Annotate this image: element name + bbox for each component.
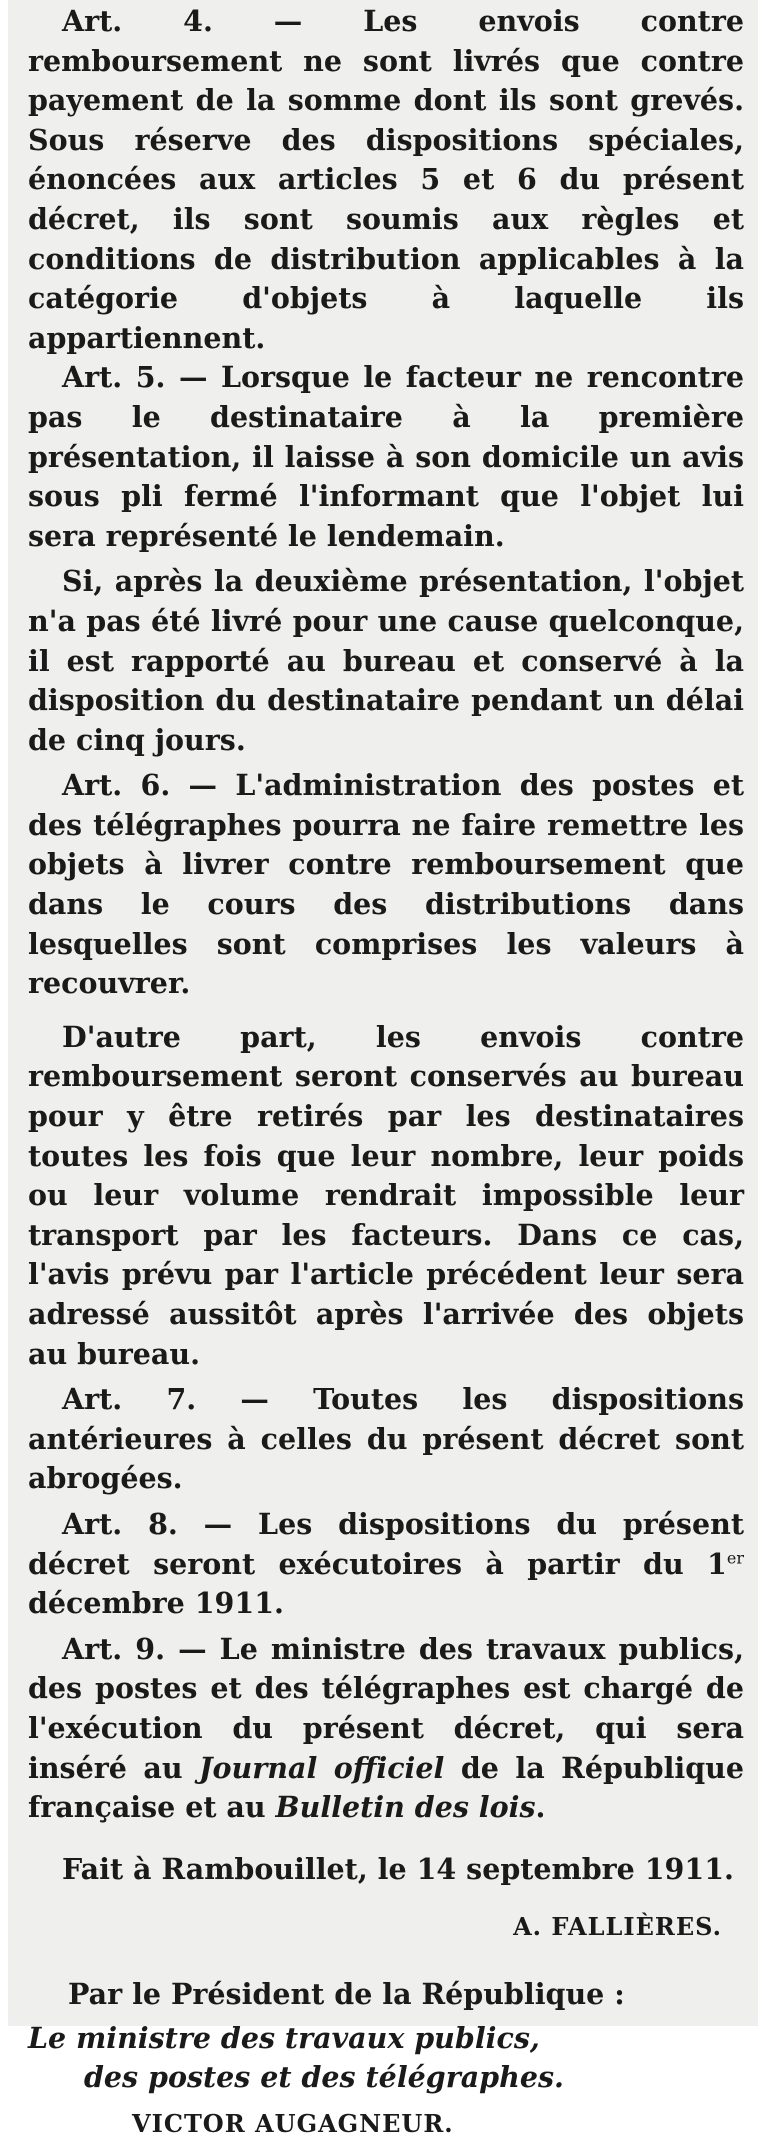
bulletin-des-lois: Bulletin des lois (275, 1790, 536, 1825)
journal-officiel: Journal officiel (199, 1750, 445, 1785)
article-5-label: Art. 5. — (62, 360, 208, 395)
minister-signature: VICTOR AUGAGNEUR. (132, 2108, 454, 2138)
article-7 (28, 1380, 744, 1499)
minister-title-line-2: des postes et des télégraphes. (84, 2060, 564, 2095)
article-6-paragraph-2: D'autre part, les envois contre remboursement seront conservés au bureau pour y être retirés par les destinataires toutes les fois que leur nombre, leur poids ou leur volume rendrait impossible leur transport par les facteurs. Dans ce cas, l'avis prévu par l'article précédent leur sera adressé aussitôt après l'arrivée des objets au bureau. (28, 1019, 744, 1371)
signoff-line: Fait à Rambouillet, le 14 septembre 1911. (62, 1851, 734, 1886)
article-5-text: Lorsque le facteur ne rencontre pas le destinataire à la première présentation, il laisse à son domicile un avis sous pli fermé l'informant que l'objet lui sera représenté le lendemain. (28, 360, 744, 553)
article-5-paragraph-2: Si, après la deuxième présentation, l'objet n'a pas été livré pour une cause quelconque, il est rapporté au bureau et conservé à la disposition du destinataire pendant un délai de cinq jours. (28, 564, 744, 757)
article-6 (28, 766, 744, 1004)
minister-title-line-1: Le ministre des travaux publics, (28, 2020, 540, 2055)
article-7-label: Art. 7. — (62, 1382, 269, 1417)
article-9-label: Art. 9. — (62, 1631, 207, 1666)
president-signature: A. FALLIÈRES. (513, 1912, 722, 1942)
article-4-text: Les envois contre remboursement ne sont livrés que contre payement de la somme dont ils sont grevés. Sous réserve des dispositions spéciales, énoncées aux articles 5 et 6 du présent décret, ils sont soumis aux règles et conditions de distribution applicables à la catégorie d'objets à laquelle ils appartiennent. (28, 4, 744, 355)
president-line: Par le Président de la République : (68, 1976, 625, 2011)
article-5 (28, 358, 744, 556)
minister-title (28, 2019, 744, 2098)
article-4 (28, 2, 744, 358)
article-8-label: Art. 8. — (62, 1506, 233, 1541)
article-8: Art. 8. — Les dispositions du présent décret seront exécutoires à partir du 1er décembre 1911. (28, 1506, 744, 1621)
decree-page (8, 0, 758, 2138)
article-6-label: Art. 6. — (62, 768, 218, 803)
article-6-text: L'administration des postes et des télégraphes pourra ne faire remettre les objets à livrer contre remboursement que dans le cours des distributions dans lesquelles sont comprises les valeurs à recouvrer. (28, 768, 744, 1001)
article-4-label: Art. 4. — (62, 4, 303, 38)
article-7-text: Toutes les dispositions antérieures à celles du présent décret sont abrogées. (28, 1382, 745, 1496)
article-9: Art. 9. — Le ministre des travaux publics, des postes et des télégraphes est chargé de l'exécution du présent décret, qui sera inséré au Journal officiel de la République française et au Bulletin des lois. (28, 1631, 745, 1825)
ordinal-superscript: er (726, 1548, 744, 1568)
